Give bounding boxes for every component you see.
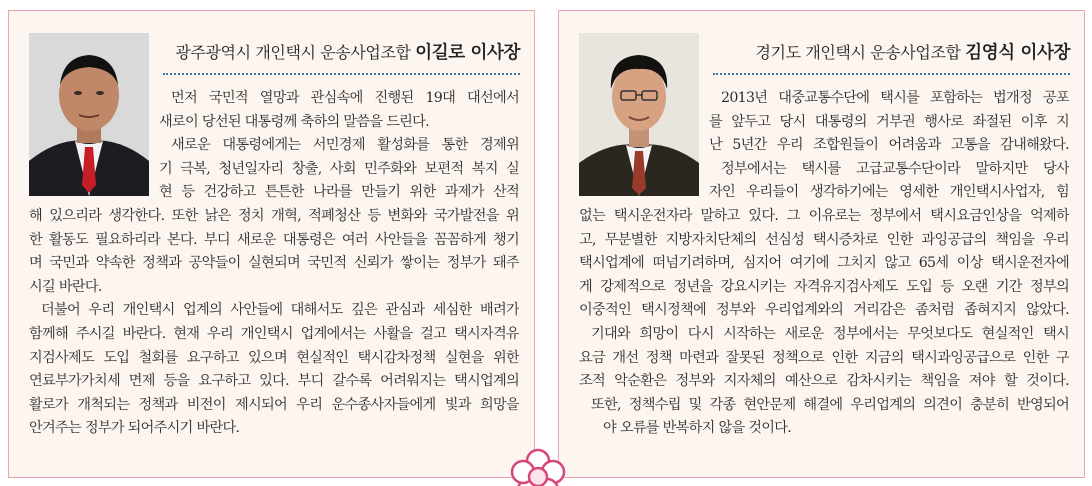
- article-title-left: [169, 39, 520, 64]
- text-line: 해 있으리라 생각한다. 또한 낡은 정치 개혁, 적폐청산 등 변화와 국가발전을 위: [29, 207, 519, 224]
- dotted-divider-right: [713, 73, 1070, 75]
- text-line: 며 국민과 약속한 정책과 공약들이 실현되며 국민적 신뢰가 쌓이는 정부가 돼주: [29, 255, 519, 272]
- text-line: 야 오류를 반복하지 않을 것이다.: [603, 420, 792, 437]
- text-line: 택시업계에 떠넘기려하며, 심지어 여기에 그치지 않고 65세 이상 택시운전자에: [579, 255, 1069, 272]
- title-org-left: 광주광역시 개인택시 운송사업조합: [175, 43, 411, 62]
- title-org-right: 경기도 개인택시 운송사업조합: [755, 43, 961, 62]
- text-line: 지검사제도 도입 철회를 요구하고 있으며 현실적인 택시감차정책 실현을 위한: [29, 349, 519, 366]
- text-line: 기대와 희망이 다시 시작하는 새로운 정부에서는 무엇보다도 현실적인 택시: [591, 325, 1069, 342]
- text-line: 게 강제적으로 정년을 강요시키는 자격유지검사제도 도입 등 오랜 기간 정부의: [579, 278, 1069, 295]
- title-person-left: 이길로 이사장: [415, 43, 520, 63]
- text-line: 먼저 국민적 열망과 관심속에 진행된 19대 대선에서: [171, 90, 519, 106]
- text-line: 활로가 개척되는 정책과 비전이 제시되어 우리 운수종사자들에게 빛과 희망을: [29, 396, 519, 413]
- text-line: 기 극복, 청년일자리 창출, 사회 민주화와 보편적 복지 실: [159, 160, 519, 177]
- text-line: 자인 우리들이 생각하기에는 영세한 개인택시사업자, 힘: [709, 184, 1069, 201]
- text-line: 연료부가가치세 면제 등을 요구하고 있다. 부디 갈수록 어려워지는 택시업계의: [29, 373, 519, 390]
- article-title-right: [719, 39, 1070, 64]
- dotted-divider-left: [163, 73, 520, 75]
- text-line: 시길 바란다.: [29, 278, 102, 295]
- text-line: 요금 개선 정책 마련과 잘못된 정책으로 인한 지금의 택시과잉공급으로 인한 구: [579, 349, 1069, 366]
- article-panel-left: [8, 10, 535, 478]
- text-line: 를 앞두고 당시 대통령의 거부권 행사로 좌절된 이후 지: [709, 113, 1069, 130]
- text-line: 더불어 우리 개인택시 업계의 사안들에 대해서도 깊은 관심과 세심한 배려가: [41, 302, 519, 319]
- text-line: 이중적인 택시정책에 정부와 우리업계와의 거리감은 좀처럼 좁혀지지 않았다.: [579, 302, 1069, 319]
- text-line: 안겨주는 정부가 되어주시기 바란다.: [29, 420, 240, 437]
- text-line: 고, 무분별한 지방자치단체의 선심성 택시증차로 인한 과잉공급의 책임을 우리: [579, 231, 1069, 248]
- text-line: 현 등 건강하고 튼튼한 나라를 만들기 위한 과제가 산적: [159, 184, 519, 201]
- text-line: 난 5년간 우리 조합원들이 어려움과 고통을 감내해왔다.: [709, 137, 1069, 154]
- text-line: 조적 악순환은 정부와 지자체의 예산으로 감차시키는 책임을 져야 할 것이다.: [579, 373, 1069, 390]
- title-person-right: 김영식 이사장: [965, 43, 1070, 63]
- text-line: 새로운 대통령에게는 서민경제 활성화를 통한 경제위: [171, 137, 519, 154]
- text-line: 없는 택시운전자라 말하고 있다. 그 이유로는 정부에서 택시요금인상을 억제하: [579, 207, 1069, 224]
- article-body-right: [579, 87, 1069, 441]
- text-line: 새로이 당선된 대통령께 축하의 말씀을 드린다.: [159, 113, 429, 130]
- text-line: 2013년 대중교통수단에 택시를 포함하는 법개정 공포: [721, 90, 1069, 106]
- flower-ornament-icon: [505, 445, 571, 486]
- text-line: 함께해 주시길 바란다. 현재 우리 개인택시 업계에서는 사활을 걸고 택시자격유: [29, 325, 519, 342]
- text-line: 정부에서는 택시를 고급교통수단이라 말하지만 당사: [721, 160, 1069, 177]
- text-line: 또한, 정책수립 및 각종 현안문제 해결에 우리업계의 의견이 충분히 반영되어: [591, 396, 1069, 413]
- text-line: 한 활동도 필요하리라 본다. 부디 새로운 대통령은 여러 사안들을 꼼꼼하게 챙기: [29, 231, 519, 248]
- article-panel-right: [558, 10, 1085, 478]
- article-body-left: [29, 87, 519, 441]
